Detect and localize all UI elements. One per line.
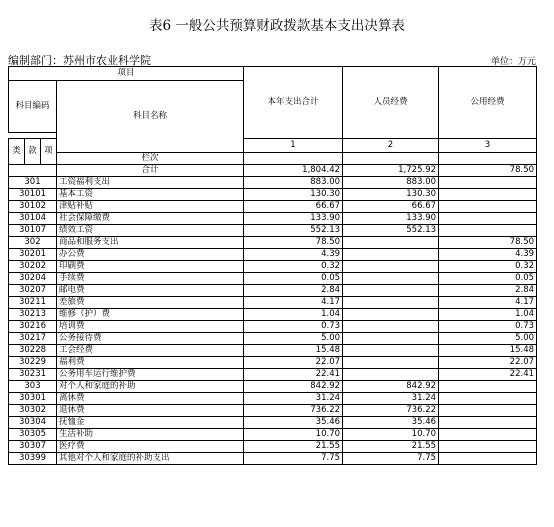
row-total: 4.39	[244, 249, 343, 261]
row-total: 552.13	[244, 225, 343, 237]
table-row	[9, 273, 537, 285]
header-public: 公用经费	[439, 67, 537, 139]
row-public	[439, 213, 537, 225]
header-n1: 1	[244, 139, 343, 153]
row-name: 公务接待费	[57, 333, 244, 345]
table-row	[9, 285, 537, 297]
row-total: 35.46	[244, 417, 343, 429]
table-row	[9, 201, 537, 213]
header-kuan: 款	[25, 139, 41, 165]
row-name: 对个人和家庭的补助	[57, 381, 244, 393]
row-public: 4.39	[439, 249, 537, 261]
row-personnel	[343, 249, 439, 261]
sum-public: 78.50	[439, 165, 537, 177]
row-public: 2.84	[439, 285, 537, 297]
row-code: 30213	[9, 309, 57, 321]
header-xiang: 项	[41, 139, 57, 165]
expenditure-table	[8, 66, 537, 465]
row-public	[439, 393, 537, 405]
row-name: 福利费	[57, 357, 244, 369]
row-personnel	[343, 357, 439, 369]
row-public	[439, 441, 537, 453]
row-code: 302	[9, 237, 57, 249]
row-personnel: 66.67	[343, 201, 439, 213]
table-row	[9, 333, 537, 345]
table-row	[9, 297, 537, 309]
table-row	[9, 453, 537, 465]
table-row	[9, 225, 537, 237]
table-row	[9, 345, 537, 357]
header-n2: 2	[343, 139, 439, 153]
row-code: 30202	[9, 261, 57, 273]
row-personnel	[343, 345, 439, 357]
sum-total: 1,804.42	[244, 165, 343, 177]
row-name: 公务用车运行维护费	[57, 369, 244, 381]
row-code: 30399	[9, 453, 57, 465]
row-public: 1.04	[439, 309, 537, 321]
row-public: 15.48	[439, 345, 537, 357]
row-personnel: 133.90	[343, 213, 439, 225]
row-name: 医疗费	[57, 441, 244, 453]
table-row	[9, 441, 537, 453]
compiling-unit: 编制部门：苏州市农业科学院	[8, 54, 151, 67]
row-code: 30304	[9, 417, 57, 429]
row-public	[439, 381, 537, 393]
row-public: 22.07	[439, 357, 537, 369]
table-row	[9, 261, 537, 273]
row-total: 842.92	[244, 381, 343, 393]
row-total: 130.30	[244, 189, 343, 201]
row-total: 7.75	[244, 453, 343, 465]
row-public	[439, 201, 537, 213]
row-name: 培训费	[57, 321, 244, 333]
row-code: 30307	[9, 441, 57, 453]
header-n3: 3	[439, 139, 537, 153]
row-total: 15.48	[244, 345, 343, 357]
row-public: 0.32	[439, 261, 537, 273]
row-code: 30107	[9, 225, 57, 237]
row-total: 78.50	[244, 237, 343, 249]
row-public	[439, 429, 537, 441]
row-total: 1.04	[244, 309, 343, 321]
row-name: 生活补助	[57, 429, 244, 441]
row-name: 邮电费	[57, 285, 244, 297]
row-personnel	[343, 309, 439, 321]
row-public: 0.73	[439, 321, 537, 333]
row-total: 2.84	[244, 285, 343, 297]
row-public	[439, 177, 537, 189]
row-personnel: 842.92	[343, 381, 439, 393]
table-row	[9, 189, 537, 201]
row-personnel: 35.46	[343, 417, 439, 429]
row-total: 4.17	[244, 297, 343, 309]
row-public: 22.41	[439, 369, 537, 381]
row-code: 30305	[9, 429, 57, 441]
row-total: 10.70	[244, 429, 343, 441]
header-total: 本年支出合计	[244, 67, 343, 139]
row-personnel: 883.00	[343, 177, 439, 189]
row-code: 30228	[9, 345, 57, 357]
row-personnel: 10.70	[343, 429, 439, 441]
row-code: 30207	[9, 285, 57, 297]
row-total: 31.24	[244, 393, 343, 405]
row-personnel: 736.22	[343, 405, 439, 417]
row-name: 工会经费	[57, 345, 244, 357]
row-name: 基本工资	[57, 189, 244, 201]
row-personnel: 552.13	[343, 225, 439, 237]
header-name: 科目名称	[57, 81, 244, 153]
row-name: 工资福利支出	[57, 177, 244, 189]
row-total: 66.67	[244, 201, 343, 213]
row-total: 21.55	[244, 441, 343, 453]
table-row	[9, 405, 537, 417]
row-public	[439, 453, 537, 465]
row-name: 维修（护）费	[57, 309, 244, 321]
row-code: 30211	[9, 297, 57, 309]
row-total: 736.22	[244, 405, 343, 417]
row-code: 30217	[9, 333, 57, 345]
report-title: 表6 一般公共预算财政拨款基本支出决算表	[149, 18, 405, 34]
row-code: 30302	[9, 405, 57, 417]
row-total: 22.41	[244, 369, 343, 381]
row-total: 883.00	[244, 177, 343, 189]
row-code: 30102	[9, 201, 57, 213]
row-name: 退休费	[57, 405, 244, 417]
row-public: 0.05	[439, 273, 537, 285]
row-personnel	[343, 261, 439, 273]
table-row	[9, 393, 537, 405]
sum-label: 合计	[57, 165, 244, 177]
row-personnel	[343, 285, 439, 297]
row-name: 离休费	[57, 393, 244, 405]
row-personnel	[343, 297, 439, 309]
table-row	[9, 321, 537, 333]
row-personnel	[343, 237, 439, 249]
sum-personnel: 1,725.92	[343, 165, 439, 177]
row-personnel: 7.75	[343, 453, 439, 465]
row-name: 绩效工资	[57, 225, 244, 237]
row-public	[439, 225, 537, 237]
row-name: 差旅费	[57, 297, 244, 309]
row-total: 133.90	[244, 213, 343, 225]
row-total: 0.05	[244, 273, 343, 285]
row-personnel: 31.24	[343, 393, 439, 405]
row-name: 手续费	[57, 273, 244, 285]
table-row	[9, 213, 537, 225]
row-personnel	[343, 273, 439, 285]
row-name: 津贴补贴	[57, 201, 244, 213]
row-total: 22.07	[244, 357, 343, 369]
row-public	[439, 189, 537, 201]
row-public: 78.50	[439, 237, 537, 249]
table-row	[9, 369, 537, 381]
row-personnel: 130.30	[343, 189, 439, 201]
row-code: 30104	[9, 213, 57, 225]
row-code: 30201	[9, 249, 57, 261]
table-row	[9, 357, 537, 369]
row-personnel	[343, 333, 439, 345]
row-name: 其他对个人和家庭的补助支出	[57, 453, 244, 465]
row-public: 5.00	[439, 333, 537, 345]
table-row	[9, 429, 537, 441]
row-personnel	[343, 369, 439, 381]
sum-row	[9, 165, 537, 177]
header-item: 项目	[9, 67, 244, 81]
header-lei: 类	[9, 139, 25, 165]
row-personnel: 21.55	[343, 441, 439, 453]
row-public: 4.17	[439, 297, 537, 309]
row-name: 社会保障缴费	[57, 213, 244, 225]
row-code: 30229	[9, 357, 57, 369]
row-public	[439, 405, 537, 417]
row-code: 301	[9, 177, 57, 189]
table-row	[9, 381, 537, 393]
header-code: 科目编码	[9, 81, 57, 133]
row-personnel	[343, 321, 439, 333]
currency-unit: 单位：万元	[490, 57, 536, 67]
row-name: 抚恤金	[57, 417, 244, 429]
row-code: 30204	[9, 273, 57, 285]
header-personnel: 人员经费	[343, 67, 439, 139]
row-name: 商品和服务支出	[57, 237, 244, 249]
row-code: 30301	[9, 393, 57, 405]
table-row	[9, 309, 537, 321]
table-row	[9, 237, 537, 249]
row-code: 30216	[9, 321, 57, 333]
table-row	[9, 249, 537, 261]
row-total: 5.00	[244, 333, 343, 345]
header-lanci: 栏次	[57, 153, 244, 165]
row-public	[439, 417, 537, 429]
row-code: 303	[9, 381, 57, 393]
row-total: 0.73	[244, 321, 343, 333]
table-row	[9, 417, 537, 429]
row-name: 印刷费	[57, 261, 244, 273]
row-name: 办公费	[57, 249, 244, 261]
row-code: 30231	[9, 369, 57, 381]
row-total: 0.32	[244, 261, 343, 273]
table-row	[9, 177, 537, 189]
row-code: 30101	[9, 189, 57, 201]
